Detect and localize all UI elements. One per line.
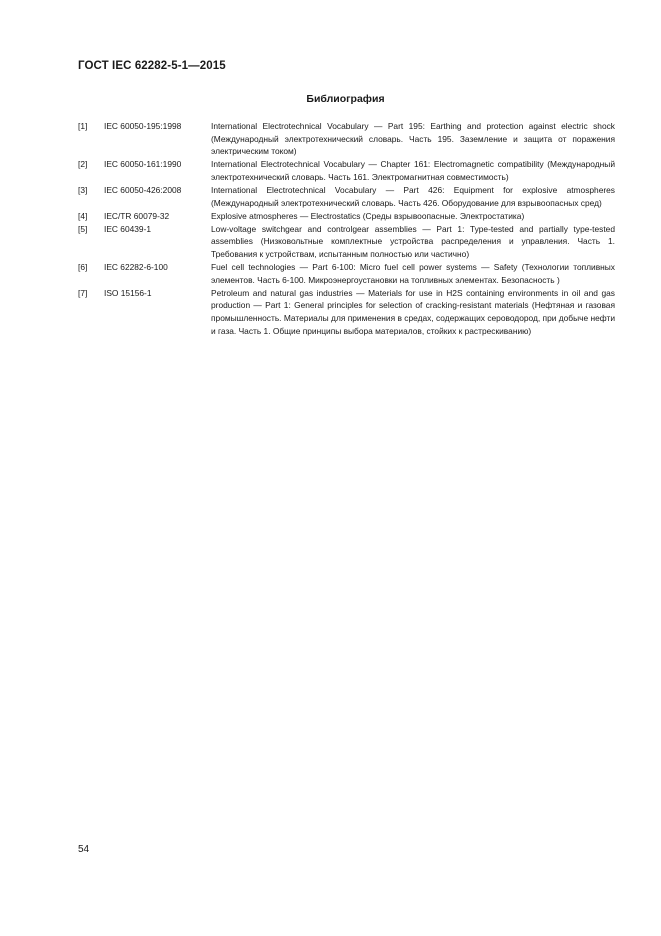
reference-item <box>78 210 615 223</box>
reference-code: ISO 15156-1 <box>104 287 152 298</box>
reference-code: IEC/TR 60079-32 <box>104 210 170 221</box>
document-header: ГОСТ IEC 62282-5-1—2015 <box>78 60 226 72</box>
reference-code: IEC 60439-1 <box>104 223 152 234</box>
reference-item <box>78 120 615 158</box>
reference-code: IEC 60050-426:2008 <box>104 184 182 195</box>
reference-number: [5] <box>78 223 88 234</box>
reference-text: Low-voltage switchgear and controlgear assemblies — Part 1: Type-tested and partially type-tested assemblies (Низковольтные комплектные устройства распределения и управления. Часть 1. Требования к устройствам, испытанным полностью или частично) <box>211 223 615 259</box>
reference-item <box>78 184 615 209</box>
reference-item <box>78 158 615 183</box>
reference-number: [4] <box>78 210 88 221</box>
reference-number: [7] <box>78 287 88 298</box>
bibliography-list <box>78 120 615 338</box>
reference-number: [3] <box>78 184 88 195</box>
reference-code: IEC 60050-161:1990 <box>104 159 182 170</box>
reference-text: Explosive atmospheres — Electrostatics (Среды взрывоопасные. Электростатика) <box>211 210 525 221</box>
reference-number: [2] <box>78 159 88 170</box>
reference-item <box>78 287 615 337</box>
page-number: 54 <box>78 844 90 855</box>
reference-item <box>78 223 615 261</box>
section-title: Библиография <box>306 93 385 105</box>
reference-text: International Electrotechnical Vocabulary — Chapter 161: Electromagnetic compatibility (Международный электротехнический словарь. Часть 161. Электромагнитная совместимость) <box>211 159 615 182</box>
reference-text: International Electrotechnical Vocabulary — Part 426: Equipment for explosive atmospheres (Международный электротехнический словарь. Часть 426. Оборудование для взрывоопасных сред) <box>211 184 615 208</box>
reference-code: IEC 62282-6-100 <box>104 262 168 273</box>
reference-number: [1] <box>78 121 88 131</box>
reference-item <box>78 261 615 286</box>
reference-code: IEC 60050-195:1998 <box>104 121 182 131</box>
reference-number: [6] <box>78 262 88 273</box>
reference-text: International Electrotechnical Vocabulary — Part 195: Earthing and protection against electric shock (Международный электротехнический словарь. Часть 195. Заземление и защита от поражения электрическим током) <box>211 121 615 157</box>
reference-text: Fuel cell technologies — Part 6-100: Micro fuel cell power systems — Safety (Технологии топливных элементов. Часть 6-100. Микроэнергоустановки на топливных элементах. Безопасность ) <box>211 262 615 285</box>
reference-text: Petroleum and natural gas industries — Materials for use in H2S containing environments in oil and gas production — Part 1: General principles for selection of cracking-resistant materials (Нефтяная и газовая промышленность. Материалы для применения в средах, содержащих сероводород, при добыче нефти и газа. Часть 1. Общие принципы выбора материалов, стойких к растрескиванию) <box>211 287 615 336</box>
